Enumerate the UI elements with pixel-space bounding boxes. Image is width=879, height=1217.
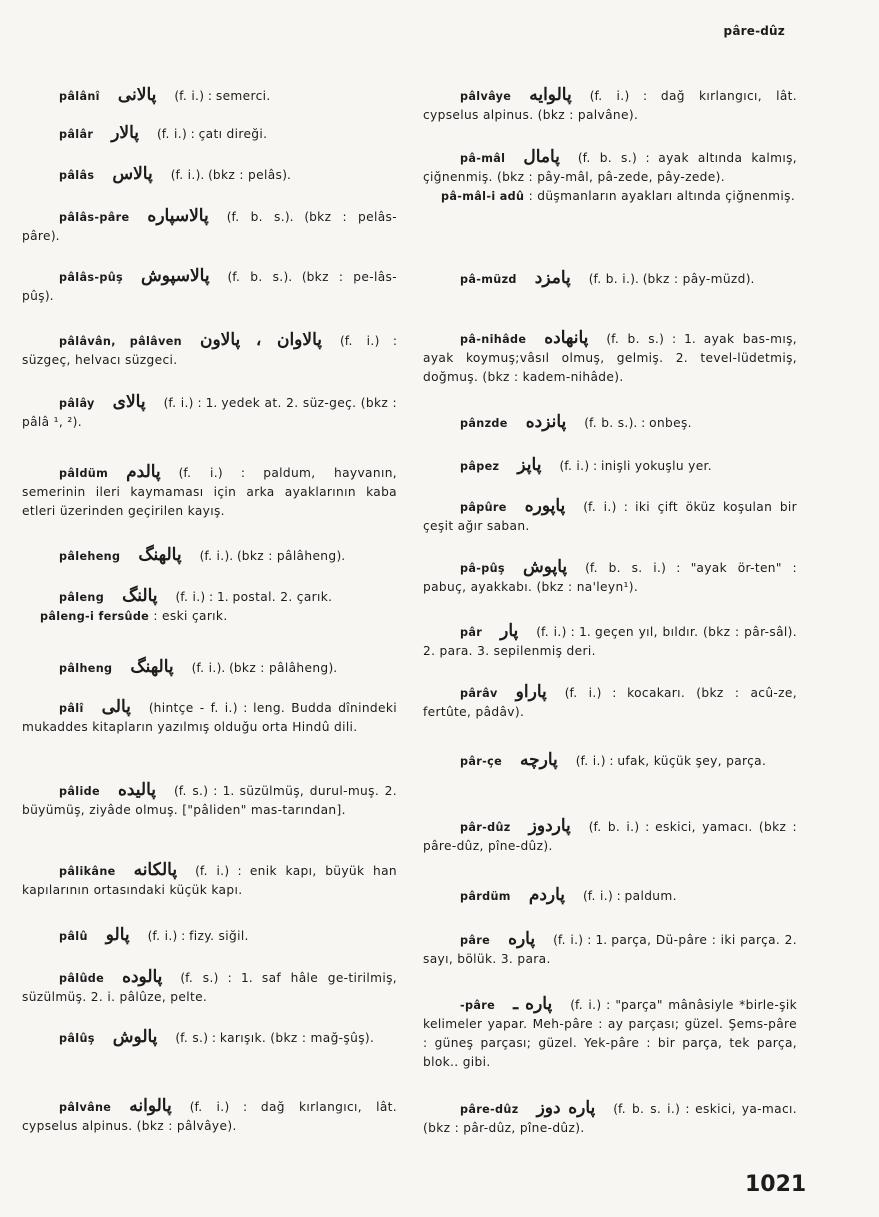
entry-definition: (f. b. s. i.) : "ayak ör-ten" : pabuç, ayakkabı. (bkz : na'leyn¹). (423, 561, 797, 594)
entry-definition: (f. s.) : karışık. (bkz : mağ-şûş). (175, 1031, 375, 1045)
dictionary-entry (423, 86, 797, 125)
entry-headword: pâlûş (59, 1032, 95, 1045)
dictionary-entry (423, 995, 797, 1072)
entry-definition: (f. i.). (bkz : pâlâheng). (199, 549, 346, 563)
entry-arabic-script: پالهنگ (138, 545, 182, 565)
entry-arabic-script: پالهنگ (130, 657, 174, 677)
entry-arabic-script: پانزده (525, 412, 567, 432)
entry-arabic-script: پاره (508, 929, 536, 949)
dictionary-entry (423, 269, 797, 289)
entry-arabic-script: پالدم (126, 462, 161, 482)
entry-headword: pâr-çe (460, 755, 503, 768)
dictionary-entry (22, 463, 397, 521)
entry-arabic-script: پاردوز (528, 816, 571, 836)
dictionary-entry (22, 207, 397, 246)
dictionary-entry (22, 698, 397, 737)
entry-arabic-script: پامال (523, 147, 560, 167)
entry-headword: pâlâs-pâre (59, 211, 130, 224)
sub-entry (40, 607, 397, 626)
entry-arabic-script: پالاوان ، پالاون (199, 330, 322, 350)
entry-definition: (f. i.) : inişli yokuşlu yer. (559, 459, 713, 473)
dictionary-entry (22, 658, 397, 678)
entry-arabic-script: پامزد (534, 268, 571, 288)
entry-headword: pâre (460, 934, 491, 947)
entry-definition: (f. i.) : 1. yedek at. 2. süz-geç. (bkz : pâlâ ¹, ²). (22, 396, 397, 429)
sub-entry-headword: pâleng-i fersûde (40, 610, 150, 623)
entry-headword: pâldüm (59, 467, 109, 480)
entry-arabic-script: پالوش (112, 1027, 158, 1047)
dictionary-entry (423, 817, 797, 856)
dictionary-entry (22, 1028, 397, 1048)
entry-arabic-script: پالنگ (122, 586, 158, 606)
entry-headword: pâlide (59, 785, 100, 798)
dictionary-entry (22, 393, 397, 432)
entry-headword: pâpez (460, 460, 500, 473)
entry-arabic-script: پاپز (517, 455, 542, 475)
dictionary-entry (423, 413, 797, 433)
dictionary-entry (423, 497, 797, 536)
entry-arabic-script: پالوایه (529, 85, 572, 105)
entry-definition: (f. i.) : 1. geçen yıl, bıldır. (bkz : pâr-sâl). 2. para. 3. sepilenmiş deri. (423, 625, 797, 658)
entry-definition: (f. i.) : çatı direği. (157, 127, 268, 141)
dictionary-entry (22, 86, 397, 106)
entry-arabic-script: پاپوره (524, 496, 566, 516)
entry-definition: (f. i.) : "parça" mânâsiyle *birle-şik kelimeler yapar. Meh-pâre : ay parçası; güzel. Şems-pâre : güneş parçası; güzel. Yek-pâre : bir parça, tek parça, blok.. gibi. (423, 998, 797, 1069)
entry-headword: pâlâr (59, 128, 94, 141)
entry-headword: pâlû (59, 930, 88, 943)
entry-headword: pâlûde (59, 972, 105, 985)
entry-definition: (f. b. s.). : onbeş. (584, 416, 692, 430)
entry-headword: pâlvâye (460, 90, 512, 103)
entry-arabic-script: پالو (105, 925, 130, 945)
entry-arabic-script: پاپوش (522, 557, 568, 577)
dictionary-entry (22, 331, 397, 370)
dictionary-entry (423, 1099, 797, 1138)
entry-arabic-script: پالیده (117, 780, 156, 800)
entry-definition: (f. i.) : semerci. (174, 89, 271, 103)
entry-definition: (f. b. s.) : 1. ayak bas-mış, ayak koymuş;vâsıl olmuş, gelmiş. 2. tevel-lüdetmiş, doğmuş. (bkz : kadem-nihâde). (423, 332, 797, 384)
entry-definition: (f. i.) : enik kapı, büyük han kapılarının ortasındaki küçük kapı. (22, 864, 397, 897)
entry-arabic-script: پانهاده (544, 328, 589, 348)
sub-entry-definition: : düşmanların ayakları altında çiğnenmiş. (528, 189, 796, 203)
dictionary-entry (22, 165, 397, 185)
entry-arabic-script: پالی (101, 697, 131, 717)
entry-headword: pâre-dûz (460, 1103, 519, 1116)
entry-definition: (f. b. i.) : eskici, yamacı. (bkz : pâre-dûz, pîne-dûz). (423, 820, 797, 853)
entry-definition: (f. s.) : 1. süzülmüş, durul-muş. 2. büyümüş, ziyâde olmuş. ["pâliden" mas-tarından]. (22, 784, 397, 817)
dictionary-entry (423, 558, 797, 597)
dictionary-entry (22, 781, 397, 820)
entry-headword: pâ-nihâde (460, 333, 527, 346)
entry-headword: pânzde (460, 417, 508, 430)
entry-headword: pâlikâne (59, 865, 116, 878)
entry-arabic-script: پالوده (122, 967, 163, 987)
page-number: 1021 (745, 1172, 807, 1197)
entry-definition: (f. b. s.). (bkz : pelâs-pâre). (22, 210, 397, 243)
entry-definition: (f. i.) : dağ kırlangıcı, lât. cypselus alpinus. (bkz : pâlvâye). (22, 1100, 397, 1133)
entry-arabic-script: پالکانه (133, 860, 178, 880)
dictionary-entry (423, 930, 797, 969)
entry-headword: pâlâs (59, 169, 95, 182)
entry-definition: (f. b. s.). (bkz : pe-lâs-pûş). (22, 270, 397, 303)
dictionary-entry (423, 683, 797, 722)
entry-headword: pâlânî (59, 90, 100, 103)
entry-headword: pâlây (59, 397, 95, 410)
dictionary-entry (423, 148, 797, 206)
entry-definition: (f. i.) : 1. parça, Dü-pâre : iki parça. 2. sayı, bölük. 3. para. (423, 933, 797, 966)
entry-definition: (f. i.) : paldum, hayvanın, semerinin ileri kaymaması için arka ayaklarının kaba etleri üzerinden geçirilen kayış. (22, 466, 397, 518)
entry-definition: (f. b. i.). (bkz : pây-müzd). (588, 272, 755, 286)
entry-definition: (f. i.) : kocakarı. (bkz : acû-ze, fertûte, pâdâv). (423, 686, 797, 719)
entry-arabic-script: پاراو (515, 682, 547, 702)
dictionary-entry (22, 267, 397, 306)
entry-headword: -pâre (460, 999, 496, 1012)
dictionary-entry (22, 926, 397, 946)
entry-headword: pâ-müzd (460, 273, 517, 286)
entry-definition: (f. i.) : süzgeç, helvacı süzgeci. (22, 334, 397, 367)
entry-arabic-script: پاره ـ (513, 994, 553, 1014)
dictionary-entry (22, 587, 397, 626)
dictionary-entry (22, 861, 397, 900)
entry-definition: (f. i.) : iki çift öküz koşulan bir çeşit ağır saban. (423, 500, 797, 533)
entry-definition: (f. i.) : paldum. (583, 889, 677, 903)
entry-headword: pâr-dûz (460, 821, 511, 834)
entry-arabic-script: پالوانه (129, 1096, 172, 1116)
entry-arabic-script: پار (500, 621, 519, 641)
entry-arabic-script: پاردم (528, 885, 566, 905)
entry-definition: (f. i.). (bkz : pâlâheng). (191, 661, 338, 675)
dictionary-entry (423, 886, 797, 906)
sub-entry (441, 187, 797, 206)
entry-definition: (hintçe - f. i.) : leng. Budda dînindeki mukaddes kitapların yazılmış olduğu orta Hindû dili. (22, 701, 397, 734)
entry-headword: pâr (460, 626, 483, 639)
entry-headword: pâleng (59, 591, 105, 604)
entry-definition: (f. i.) : fizy. siğil. (147, 929, 249, 943)
entry-definition: (f. i.) : dağ kırlangıcı, lât. cypselus alpinus. (bkz : palvâne). (423, 89, 797, 122)
entry-arabic-script: پالانی (117, 85, 157, 105)
dictionary-entry (22, 546, 397, 566)
entry-arabic-script: پارچه (520, 750, 558, 770)
entry-headword: pâleheng (59, 550, 121, 563)
entry-arabic-script: پالار (111, 123, 140, 143)
dictionary-entry (423, 329, 797, 387)
sub-entry-definition: : eski çarık. (153, 609, 228, 623)
entry-headword: pâlheng (59, 662, 113, 675)
entry-headword: pâlâs-pûş (59, 271, 124, 284)
entry-headword: pâlvâne (59, 1101, 112, 1114)
entry-arabic-script: پالاسپاره (147, 206, 209, 226)
running-head: pâre-dûz (723, 24, 785, 38)
entry-headword: pâpûre (460, 501, 507, 514)
entry-headword: pâ-mâl (460, 152, 506, 165)
dictionary-entry (22, 968, 397, 1007)
dictionary-entry (423, 751, 797, 771)
entry-arabic-script: پالاس (112, 164, 153, 184)
entry-headword: pâlî (59, 702, 84, 715)
entry-definition: (f. s.) : 1. saf hâle ge-tirilmiş, süzülmüş. 2. i. pâlûze, pelte. (22, 971, 397, 1004)
entry-headword: pâ-pûş (460, 562, 505, 575)
entry-arabic-script: پالاسپوش (141, 266, 210, 286)
entry-definition: (f. i.). (bkz : pelâs). (170, 168, 291, 182)
dictionary-entry (423, 622, 797, 661)
entry-definition: (f. b. s. i.) : eskici, ya-macı. (bkz : pâr-dûz, pîne-dûz). (423, 1102, 797, 1135)
sub-entry-headword: pâ-mâl-i adû (441, 190, 525, 203)
dictionary-entry (22, 124, 397, 144)
dictionary-entry (22, 1097, 397, 1136)
dictionary-entry (423, 456, 797, 476)
entry-definition: (f. b. s.) : ayak altında kalmış, çiğnenmiş. (bkz : pây-mâl, pâ-zede, pây-zede). (423, 151, 797, 184)
entry-headword: pâlâvân, pâlâven (59, 335, 182, 348)
entry-definition: (f. i.) : ufak, küçük şey, parça. (575, 754, 767, 768)
entry-headword: pârdüm (460, 890, 511, 903)
entry-definition: (f. i.) : 1. postal. 2. çarık. (175, 590, 333, 604)
entry-arabic-script: پاره دوز (536, 1098, 596, 1118)
entry-arabic-script: پالای (112, 392, 146, 412)
entry-headword: pârâv (460, 687, 498, 700)
